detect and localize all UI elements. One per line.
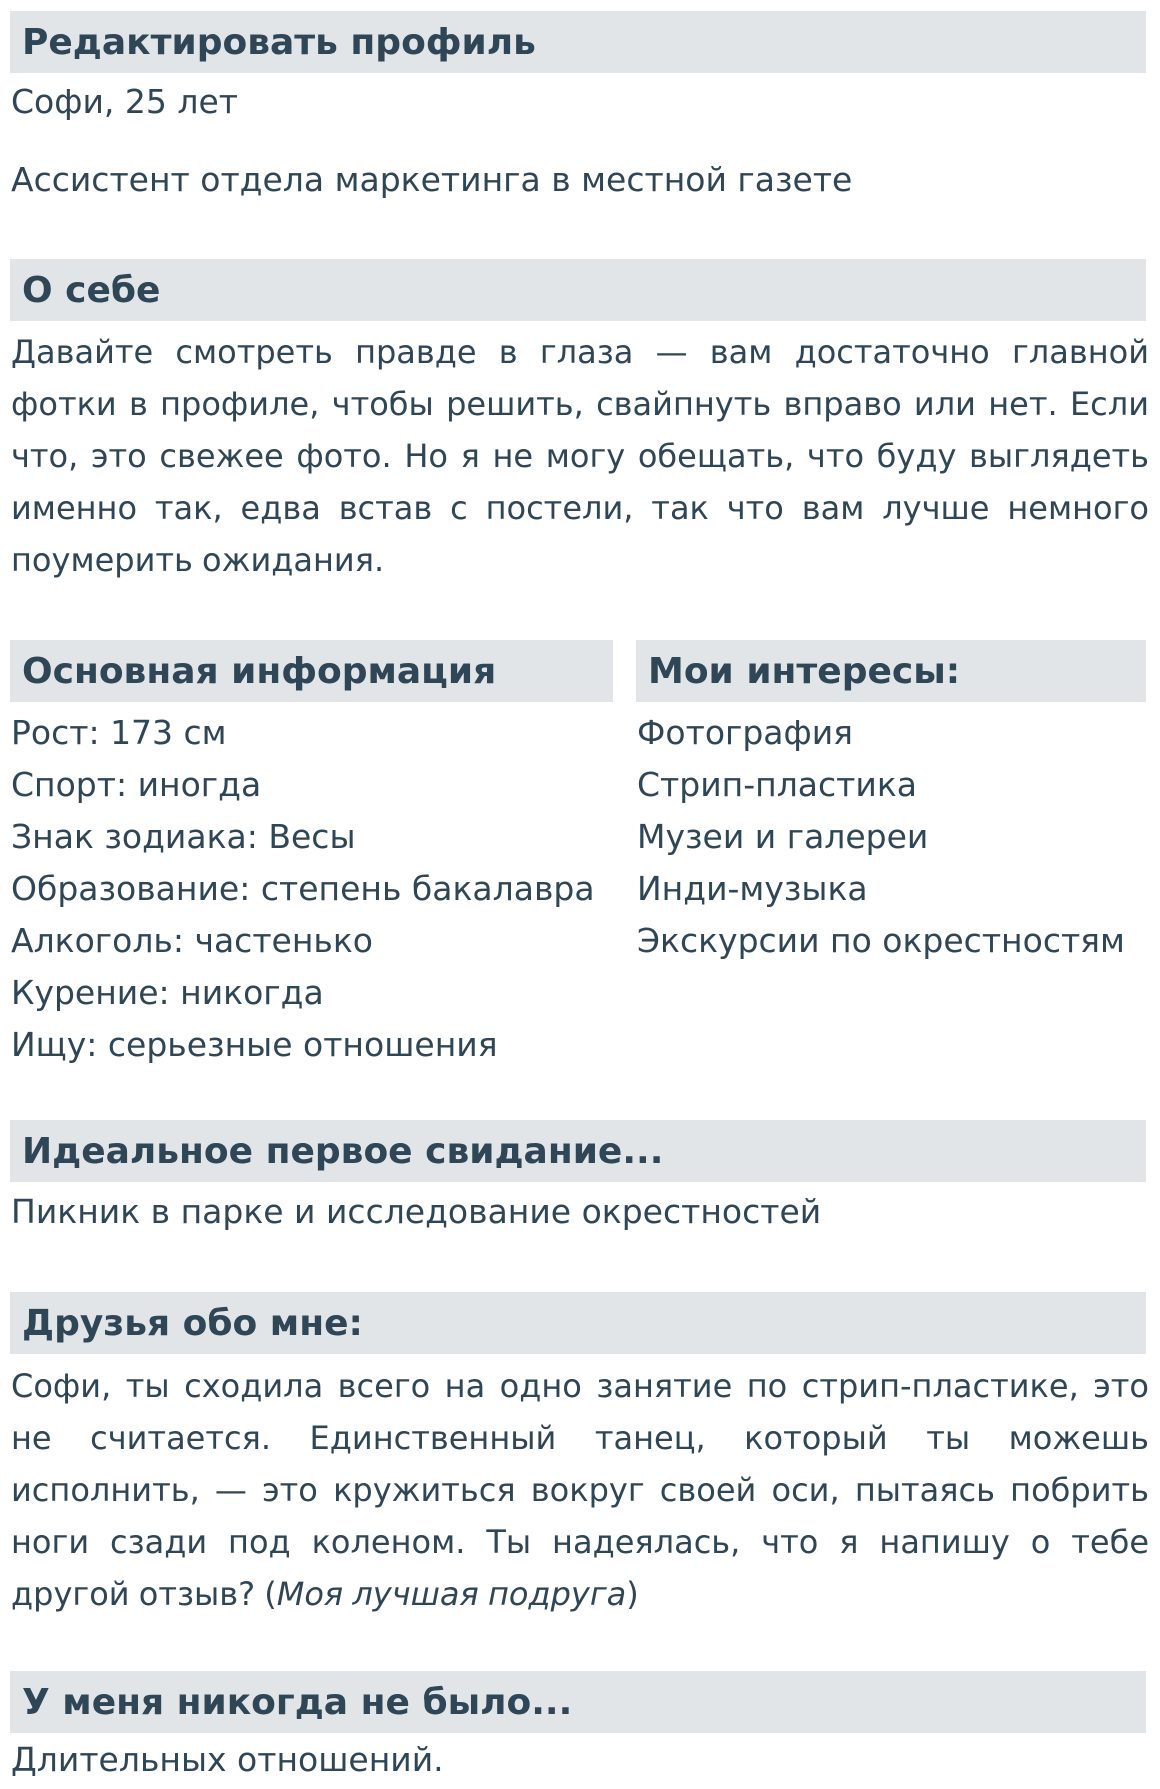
friends-heading <box>10 1292 1146 1354</box>
interest-item: Музеи и галереи <box>637 817 929 856</box>
about-text: Давайте смотреть правде в глаза — вам достаточно главной фотки в профиле, чтобы решить, свайпнуть вправо или нет. Если что, это свежее фото. Но я не могу обещать, что буду выглядеть именно так, едва встав с постели, так что вам лучше немного поумерить ожидания. <box>11 333 1149 579</box>
basic-info-item: Ищу: серьезные отношения <box>11 1025 498 1064</box>
interest-item: Стрип-пластика <box>637 765 918 804</box>
interests-heading-text: Мои интересы: <box>648 650 961 692</box>
basic-info-item: Курение: никогда <box>11 973 324 1012</box>
basic-info-item: Алкоголь: частенько <box>11 921 374 960</box>
interest-item: Экскурсии по окрестностям <box>637 921 1125 960</box>
friends-text: Софи, ты сходила всего на одно занятие по стрип-пластике, это не считается. Единственный танец, который ты можешь исполнить, — это кружиться вокруг своей оси, пытаясь побрить ноги сзади под коленом. Ты надеялась, что я напишу о тебе другой отзыв? <box>11 1367 1149 1613</box>
basic-info-list <box>11 707 595 1071</box>
edit-profile-heading <box>10 11 1146 73</box>
interests-list <box>637 707 1125 967</box>
basic-info-item: Знак зодиака: Весы <box>11 817 356 856</box>
basic-info-item: Рост: 173 см <box>11 713 227 752</box>
friends-review: Софи, ты сходила всего на одно занятие по стрип-пластике, это не считается. Единственный танец, который ты можешь исполнить, — это кружиться вокруг своей оси, пытаясь побрить ноги сзади под коленом. Ты надеялась, что я напишу о тебе другой отзыв? (Моя лучшая подруга) <box>11 1367 1149 1613</box>
interest-item: Фотография <box>637 713 854 752</box>
profile-job: Ассистент отдела маркетинга в местной газете <box>11 160 853 199</box>
about-heading-text: О себе <box>22 269 161 311</box>
basic-info-heading-text: Основная информация <box>22 650 497 692</box>
friends-signature: Моя лучшая подруга <box>276 1575 627 1613</box>
first-date-heading-text: Идеальное первое свидание... <box>22 1130 664 1172</box>
basic-info-heading <box>10 640 613 702</box>
first-date-heading <box>10 1120 1146 1182</box>
interests-heading <box>636 640 1146 702</box>
edit-profile-heading-text: Редактировать профиль <box>22 21 536 63</box>
profile-name-age: Софи, 25 лет <box>11 82 238 121</box>
about-heading <box>10 259 1146 321</box>
basic-info-item: Образование: степень бакалавра <box>11 869 595 908</box>
never-heading-text: У меня никогда не было... <box>22 1681 573 1723</box>
never-heading <box>10 1671 1146 1733</box>
first-date-text: Пикник в парке и исследование окрестностей <box>11 1192 822 1231</box>
friends-heading-text: Друзья обо мне: <box>22 1302 363 1344</box>
never-text: Длительных отношений. <box>11 1740 444 1779</box>
interest-item: Инди-музыка <box>637 869 868 908</box>
basic-info-item: Спорт: иногда <box>11 765 262 804</box>
